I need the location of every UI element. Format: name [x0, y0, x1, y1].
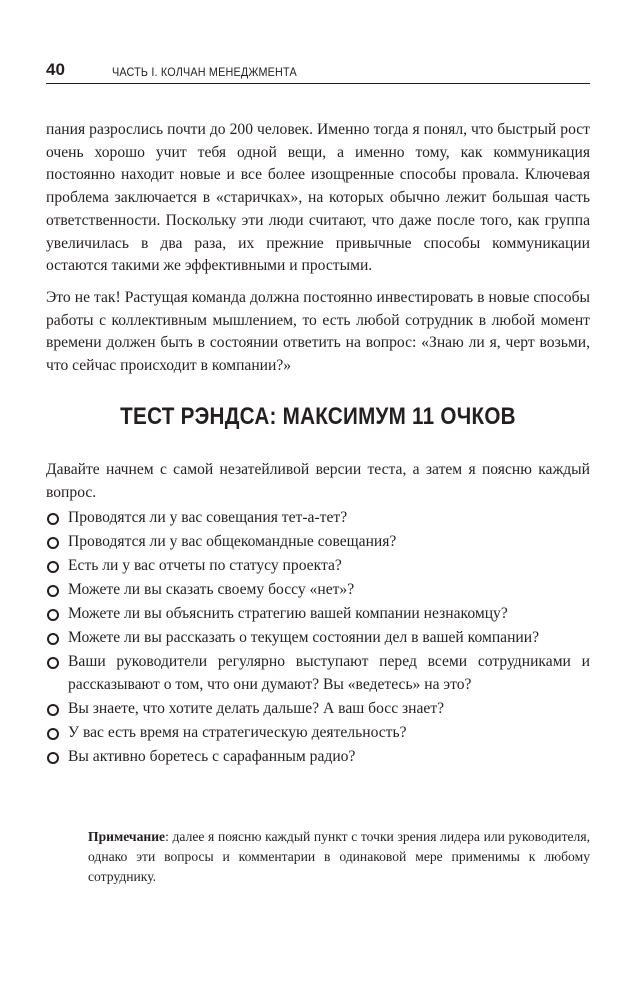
circle-bullet-icon	[47, 752, 59, 764]
question-text: Можете ли вы рассказать о текущем состоянии дел в вашей компании?	[68, 629, 540, 646]
list-item	[46, 579, 590, 602]
list-item	[46, 507, 590, 530]
question-text: Можете ли вы объяснить стратегию вашей компании незнакомцу?	[68, 605, 508, 622]
question-text: Проводятся ли у вас совещания тет-а-тет?	[68, 509, 348, 526]
part-title: ЧАСТЬ I. КОЛЧАН МЕНЕДЖМЕНТА	[112, 65, 297, 79]
note	[88, 827, 590, 887]
circle-bullet-icon	[47, 704, 59, 716]
list-item	[46, 627, 590, 650]
list-item	[46, 603, 590, 626]
circle-bullet-icon	[47, 561, 59, 573]
question-text: Вы знаете, что хотите делать дальше? А ваш босс знает?	[68, 699, 445, 717]
list-item	[46, 698, 590, 721]
list-item	[46, 722, 590, 745]
question-text: Ваши руководители регулярно выступают перед всеми сотрудниками и рассказывают о том, что они думают? Вы «ведетесь» на это?	[68, 653, 590, 693]
circle-bullet-icon	[47, 609, 59, 621]
running-head	[46, 60, 590, 84]
list-item	[46, 531, 590, 554]
note-text: : далее я поясню каждый пункт с точки зрения лидера или руководителя, однако эти вопросы и комментарии в одинаковой мере применимы к любому сотруднику.	[88, 829, 590, 884]
circle-bullet-icon	[47, 657, 59, 669]
note-label: Примечание	[88, 829, 166, 844]
paragraph: Это не так! Растущая команда должна постоянно инвестировать в новые способы работы с коллективным мышлением, то есть любой сотрудник в любой момент времени должен быть в состоянии ответить на вопрос: «Знаю ли я, черт возьми, что сейчас происходит в компании?»	[46, 288, 590, 375]
list-item	[46, 746, 590, 769]
question-text: Проводятся ли у вас общекомандные совещания?	[68, 533, 397, 550]
circle-bullet-icon	[47, 585, 59, 597]
list-item	[46, 555, 590, 578]
body-text	[46, 119, 590, 378]
circle-bullet-icon	[47, 633, 59, 645]
question-text: У вас есть время на стратегическую деятельность?	[68, 723, 407, 741]
question-text: Можете ли вы сказать своему боссу «нет»?	[68, 581, 355, 598]
section-intro: Давайте начнем с самой незатейливой версии теста, а затем я поясню каждый вопрос.	[46, 461, 590, 501]
section-heading: ТЕСТ РЭНДСА: МАКСИМУМ 11 ОЧКОВ	[120, 403, 516, 430]
circle-bullet-icon	[47, 728, 59, 740]
question-text: Вы активно боретесь с сарафанным радио?	[68, 747, 356, 765]
page-number: 40	[46, 60, 65, 79]
paragraph: пания разрослись почти до 200 человек. Именно тогда я понял, что быстрый рост очень хорошо учит тебя одной вещи, а именно тому, как коммуникация постоянно находит новые и все более изощренные способы провала. Ключевая проблема заключается в «старичках», на которых обычно лежит большая часть ответственности. Поскольку эти люди считают, что даже после того, как группа увеличилась в два раза, их прежние привычные способы коммуникации остаются такими же эффективными и простыми.	[46, 121, 590, 275]
question-text: Есть ли у вас отчеты по статусу проекта?	[68, 557, 342, 574]
circle-bullet-icon	[47, 537, 59, 549]
list-item	[46, 651, 590, 696]
circle-bullet-icon	[47, 513, 59, 525]
question-list	[46, 507, 590, 770]
